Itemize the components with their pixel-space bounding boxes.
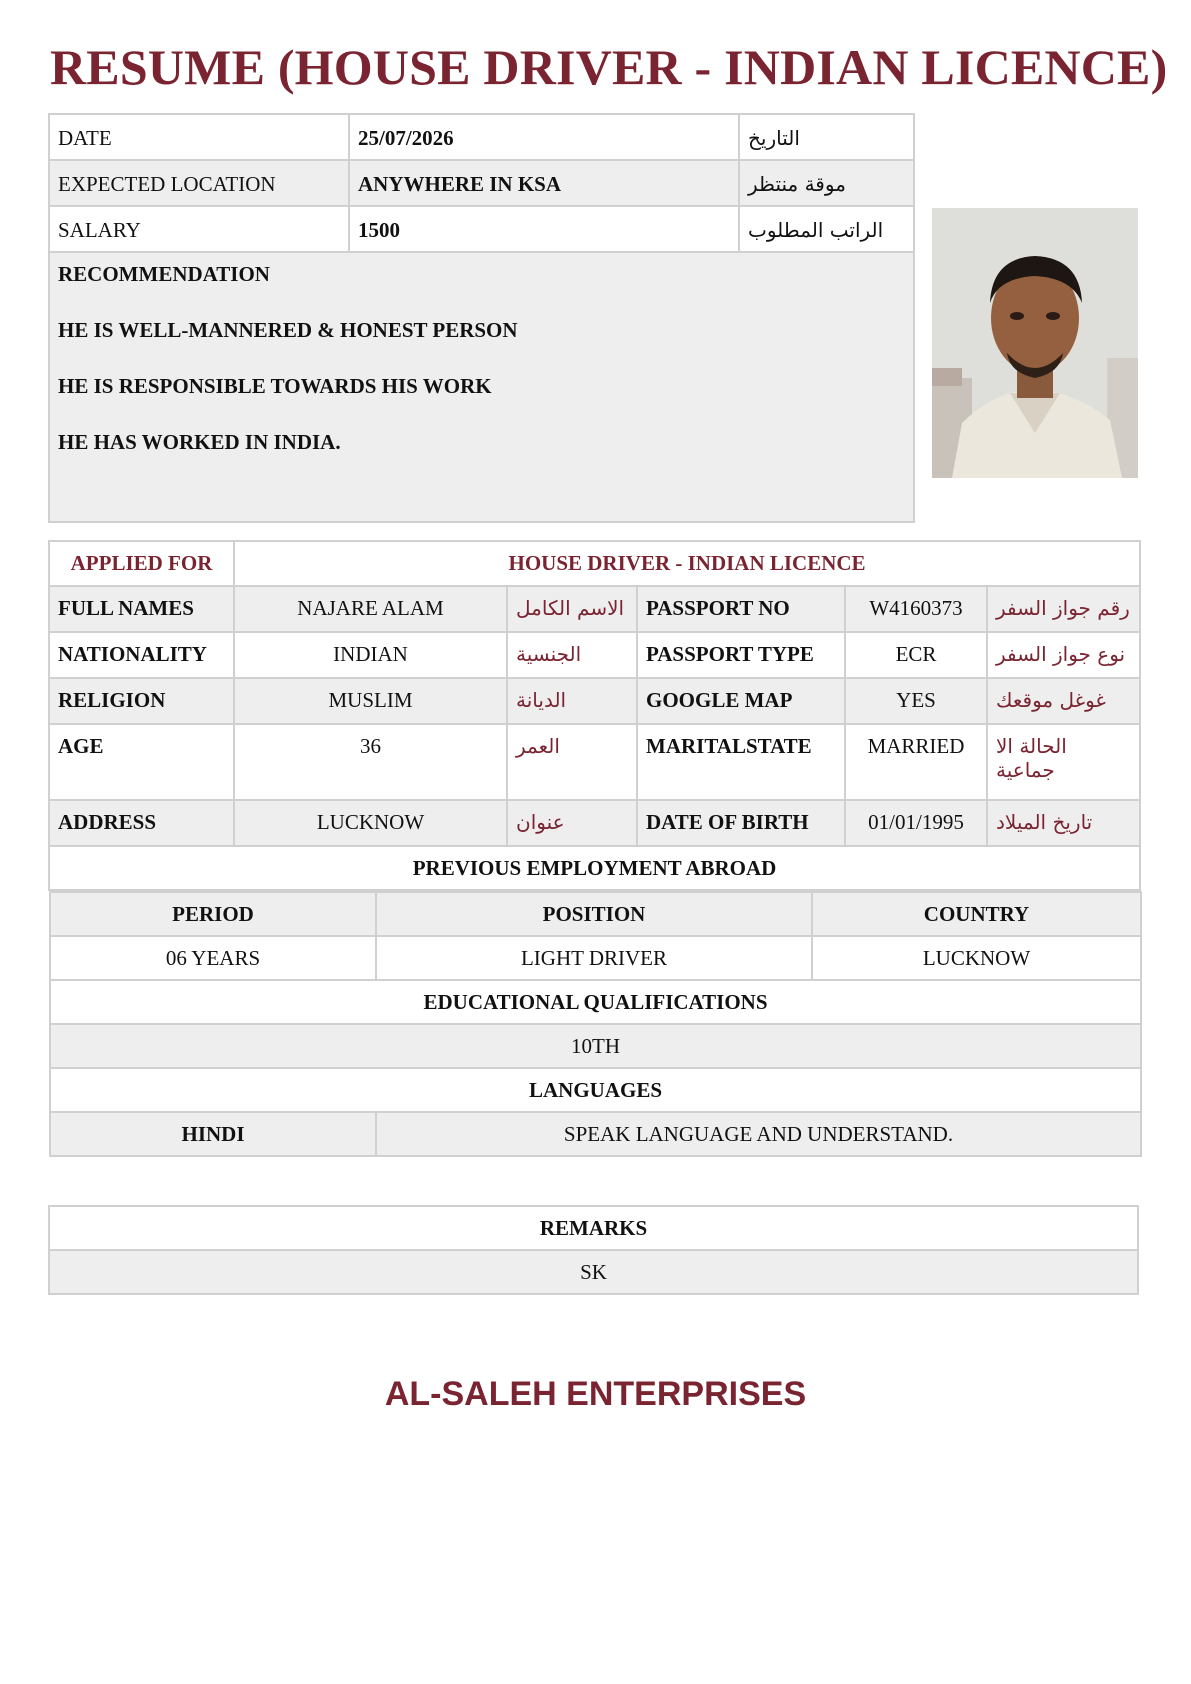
passport-type-label: PASSPORT TYPE [637,632,845,678]
date-label: DATE [49,114,349,160]
company-name: AL-SALEH ENTERPRISES [384,1375,807,1413]
languages-section-title: LANGUAGES [50,1068,1141,1112]
date-of-birth-label: DATE OF BIRTH [637,800,845,846]
employment-table-row [49,890,1140,1157]
applied-label: APPLIED FOR [49,541,234,586]
passport-type-arabic-label: نوع جواز السفر [987,632,1140,678]
period-value: 06 YEARS [50,936,376,980]
position-value: LIGHT DRIVER [376,936,812,980]
google-map-arabic-label: غوغل موقعك [987,678,1140,724]
marital-state-arabic-label: الحالة الا جماعية [987,724,1140,800]
marital-state-value: MARRIED [845,724,987,800]
page-title: RESUME (HOUSE DRIVER - INDIAN LICENCE) [50,39,1168,95]
period-header: PERIOD [50,892,376,936]
passport-no-arabic-label: رقم جواز السفر [987,586,1140,632]
date-row [49,114,914,160]
applied-row [49,541,1140,586]
detail-row [49,800,1140,846]
position-header: POSITION [376,892,812,936]
google-map-value: YES [845,678,987,724]
country-header: COUNTRY [812,892,1141,936]
address-label: ADDRESS [49,800,234,846]
age-arabic-label: العمر [507,724,637,800]
remarks-table [48,1205,1139,1295]
full-names-arabic-label: الاسم الكامل [507,586,637,632]
education-section-title: EDUCATIONAL QUALIFICATIONS [50,980,1141,1024]
date-arabic-label: التاريخ [739,114,914,160]
address-arabic-label: عنوان [507,800,637,846]
details-table [48,540,1141,1157]
employment-table [49,891,1142,1157]
salary-arabic-label: الراتب المطلوب [739,206,914,252]
summary-table [48,113,915,523]
applied-value: HOUSE DRIVER - INDIAN LICENCE [234,541,1140,586]
passport-no-label: PASSPORT NO [637,586,845,632]
language-name: HINDI [50,1112,376,1156]
recommendation-item: HE IS RESPONSIBLE TOWARDS HIS WORK [58,374,492,398]
detail-row [49,586,1140,632]
recommendation-row [49,252,914,522]
google-map-label: GOOGLE MAP [637,678,845,724]
recommendation-item: HE IS WELL-MANNERED & HONEST PERSON [58,318,518,342]
passport-no-value: W4160373 [845,586,987,632]
remarks-title-row [49,1206,1138,1250]
location-label: EXPECTED LOCATION [49,160,349,206]
religion-value: MUSLIM [234,678,507,724]
remarks-value: SK [49,1250,1138,1294]
age-label: AGE [49,724,234,800]
employment-section-title: PREVIOUS EMPLOYMENT ABROAD [49,846,1140,890]
education-value: 10TH [50,1024,1141,1068]
remarks-row [49,1250,1138,1294]
detail-row [49,724,1140,800]
language-level: SPEAK LANGUAGE AND UNDERSTAND. [376,1112,1141,1156]
salary-value: 1500 [349,206,739,252]
full-names-value: NAJARE ALAM [234,586,507,632]
location-row [49,160,914,206]
recommendation-cell [49,252,914,522]
employment-row [50,936,1141,980]
country-value: LUCKNOW [812,936,1141,980]
nationality-value: INDIAN [234,632,507,678]
nationality-arabic-label: الجنسية [507,632,637,678]
employment-title-row [49,846,1140,890]
detail-row [49,632,1140,678]
detail-row [49,678,1140,724]
marital-state-label: MARITALSTATE [637,724,845,800]
date-of-birth-value: 01/01/1995 [845,800,987,846]
religion-label: RELIGION [49,678,234,724]
salary-label: SALARY [49,206,349,252]
date-value: 25/07/2026 [349,114,739,160]
person-photo-icon [932,208,1138,478]
religion-arabic-label: الديانة [507,678,637,724]
full-names-label: FULL NAMES [49,586,234,632]
education-title-row [50,980,1141,1024]
education-row [50,1024,1141,1068]
candidate-photo [932,208,1138,478]
employment-header-row [50,892,1141,936]
recommendation-title: RECOMMENDATION [58,262,270,286]
nationality-label: NATIONALITY [49,632,234,678]
languages-title-row [50,1068,1141,1112]
location-value: ANYWHERE IN KSA [349,160,739,206]
salary-row [49,206,914,252]
address-value: LUCKNOW [234,800,507,846]
age-value: 36 [234,724,507,800]
location-arabic-label: موقة منتظر [739,160,914,206]
language-row [50,1112,1141,1156]
remarks-title: REMARKS [49,1206,1138,1250]
recommendation-item: HE HAS WORKED IN INDIA. [58,430,341,454]
date-of-birth-arabic-label: تاريخ الميلاد [987,800,1140,846]
passport-type-value: ECR [845,632,987,678]
